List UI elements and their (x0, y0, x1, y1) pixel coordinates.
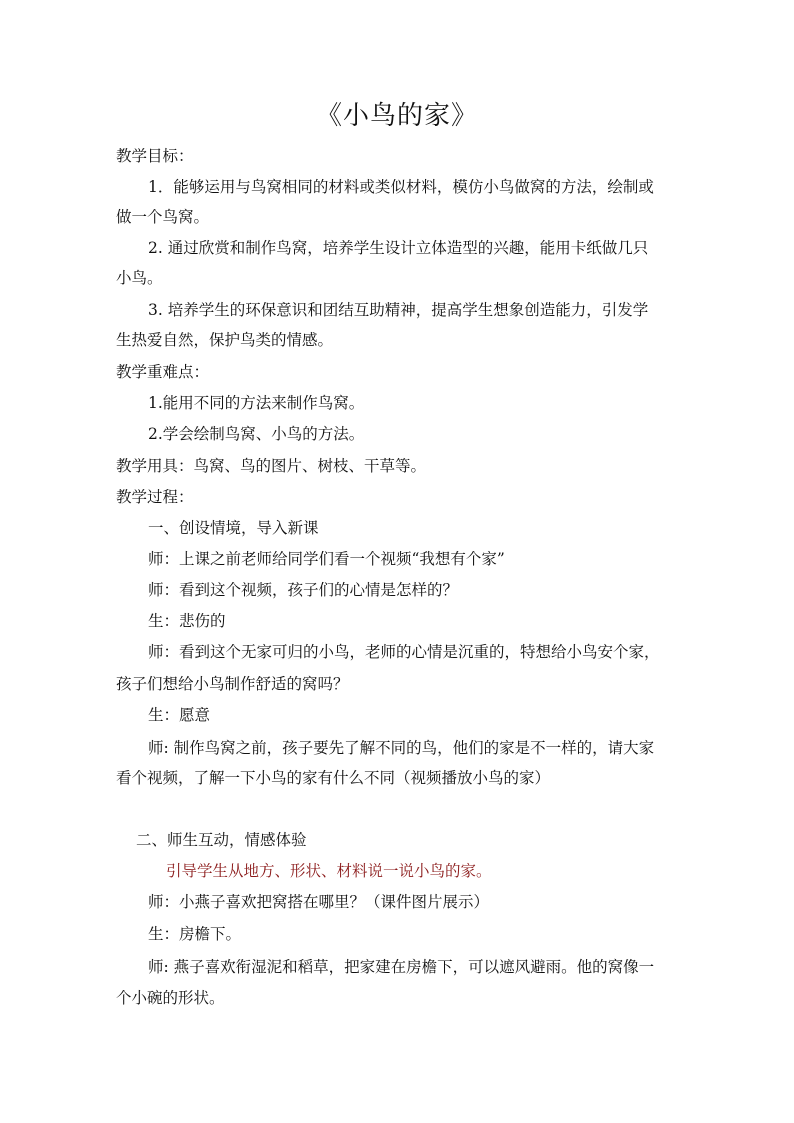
dialogue-line: 孩子们想给小鸟制作舒适的窝吗？ (116, 675, 349, 693)
dialogue-line: 生：房檐下。 (148, 925, 242, 943)
keypoint-2: 2.学会绘制鸟窝、小鸟的方法。 (148, 425, 365, 443)
objective-3-line-2: 生热爱自然，保护鸟类的情感。 (116, 331, 334, 349)
dialogue-line: 师：看到这个无家可归的小鸟，老师的心情是沉重的，特想给小鸟安个家， (148, 643, 660, 661)
process-heading: 教学过程： (116, 488, 194, 506)
section-2-heading: 二、师生互动，情感体验 (136, 831, 307, 849)
dialogue-line: 生：愿意 (148, 706, 211, 724)
dialogue-line: 个小碗的形状。 (116, 989, 225, 1007)
section-1-heading: 一、创设情境，导入新课 (148, 519, 319, 537)
dialogue-line: 师：看到这个视频，孩子们的心情是怎样的？ (148, 581, 459, 599)
dialogue-line: 生：悲伤的 (148, 612, 226, 630)
objectives-heading: 教学目标： (116, 147, 194, 165)
objective-1-line-2: 做一个鸟窝。 (116, 208, 210, 226)
dialogue-line: 看个视频，了解一下小鸟的家有什么不同（视频播放小鸟的家） (116, 769, 551, 787)
objective-2-line-1: 2. 通过欣赏和制作鸟窝，培养学生设计立体造型的兴趣，能用卡纸做几只 (148, 239, 649, 257)
dialogue-line: 师: 制作鸟窝之前，孩子要先了解不同的鸟，他们的家是不一样的，请大家 (148, 739, 655, 757)
guide-note: 引导学生从地方、形状、材料说一说小鸟的家。 (166, 862, 492, 880)
objective-3-line-1: 3. 培养学生的环保意识和团结互助精神，提高学生想象创造能力，引发学 (148, 301, 649, 319)
document-title: 《小鸟的家》 (315, 101, 478, 131)
dialogue-line: 师：小燕子喜欢把窝搭在哪里？（课件图片展示） (148, 893, 490, 911)
keypoint-1: 1.能用不同的方法来制作鸟窝。 (148, 394, 365, 412)
teaching-tools: 教学用具：鸟窝、鸟的图片、树枝、干草等。 (116, 457, 427, 475)
objective-2-line-2: 小鸟。 (116, 269, 163, 287)
objective-1-line-1: 1．能够运用与鸟窝相同的材料或类似材料，模仿小鸟做窝的方法，绘制或 (148, 178, 654, 196)
keypoints-heading: 教学重难点： (116, 363, 210, 381)
dialogue-line: 师: 燕子喜欢衔湿泥和稻草，把家建在房檐下，可以遮风避雨。他的窝像一 (148, 958, 655, 976)
dialogue-line: 师：上课之前老师给同学们看一个视频“我想有个家” (148, 550, 505, 568)
